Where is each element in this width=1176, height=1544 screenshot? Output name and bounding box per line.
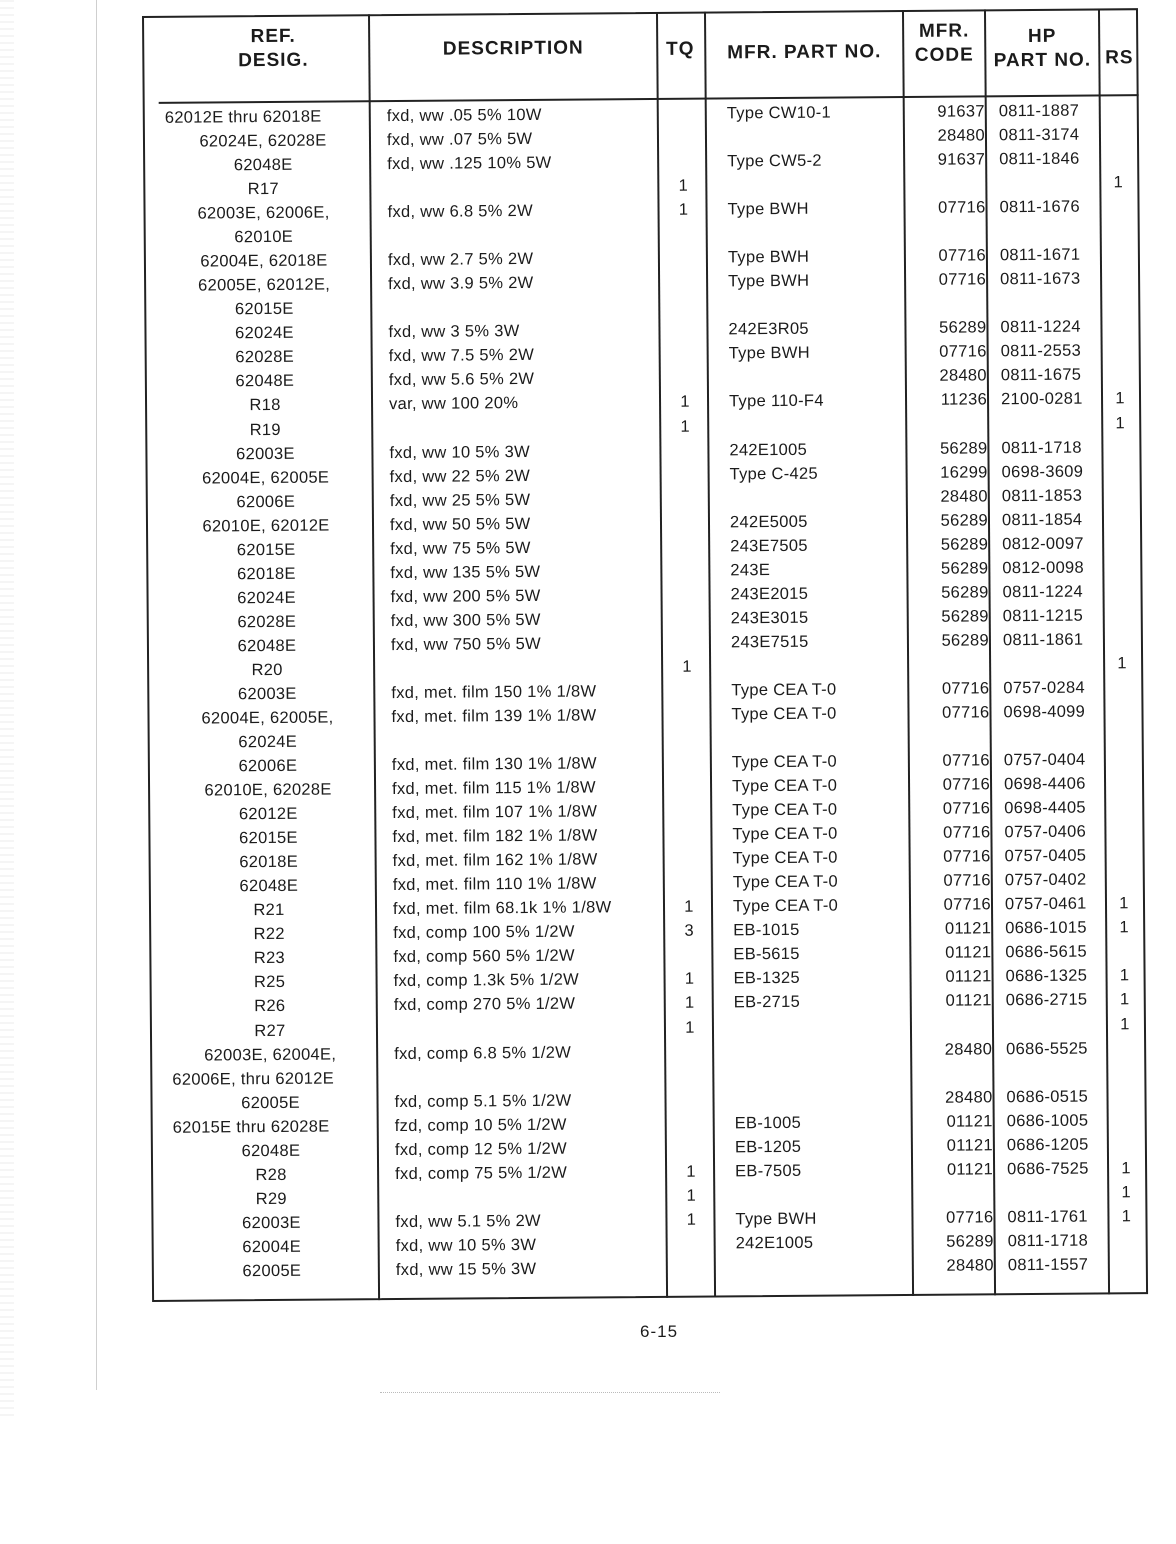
ref-desig-cell: 62005E (241, 1093, 300, 1112)
ref-desig-cell: 62003E (237, 684, 297, 704)
mfr-part-no-cell: Type CEA T-0 (732, 800, 838, 820)
ref-desig-cell: 62006E, thru 62012E (172, 1069, 335, 1089)
hp-part-no-cell: 0686-5615 (1005, 942, 1088, 962)
ref-desig-cell: 62003E, 62006E, (197, 203, 330, 223)
tq-cell: 1 (684, 970, 695, 989)
ref-desig-cell: 62003E, 62004E, (204, 1045, 337, 1065)
description-cell: fxd, ww 7.5 5% 2W (388, 346, 535, 366)
hp-part-no-cell: 0757-0402 (1004, 870, 1087, 890)
mfr-code-cell: 28480 (944, 1039, 993, 1059)
tq-cell: 1 (684, 994, 695, 1013)
header-mfr-part-no: MFR. PART NO. (727, 41, 882, 64)
rs-cell: 1 (1119, 894, 1129, 913)
description-cell: fxd, ww 750 5% 5W (390, 634, 542, 654)
description-cell: fxd, ww 75 5% 5W (390, 538, 531, 558)
hp-part-no-cell: 0811-3174 (998, 125, 1080, 145)
rs-cell: 1 (1119, 990, 1130, 1009)
mfr-part-no-cell: Type CEA T-0 (732, 848, 838, 868)
description-cell: fxd, comp 75 5% 1/2W (395, 1163, 568, 1183)
mfr-part-no-cell: EB-2715 (733, 993, 801, 1012)
scan-fold-line (96, 0, 97, 1390)
mfr-code-cell: 07716 (941, 679, 990, 698)
rs-cell: 1 (1115, 389, 1125, 408)
mfr-code-cell (897, 171, 985, 172)
mfr-part-no-cell: Type 110-F4 (728, 392, 824, 411)
description-cell: fxd, ww 25 5% 5W (389, 490, 531, 510)
description-cell: fxd, comp 560 5% 1/2W (393, 947, 575, 967)
description-cell: fxd, ww 22 5% 2W (389, 466, 531, 486)
ref-desig-cell: 62024E (235, 324, 294, 343)
ref-desig-cell: 62004E (242, 1237, 302, 1257)
mfr-code-cell (904, 1061, 992, 1062)
tq-cell: 1 (680, 417, 691, 436)
mfr-code-cell: 07716 (942, 823, 991, 842)
ref-desig-cell: 62015E thru 62028E (172, 1117, 330, 1137)
tq-cell: 1 (686, 1210, 697, 1229)
mfr-part-no-cell: EB-1005 (734, 1113, 802, 1133)
ref-desig-cell: R18 (249, 396, 281, 415)
ref-desig-cell: 62010E, 62012E (202, 516, 330, 536)
mfr-code-cell (898, 220, 986, 221)
mfr-code-cell: 07716 (942, 751, 990, 770)
ref-desig-cell: 62048E (237, 636, 297, 656)
mfr-part-no-cell: 242E1005 (729, 440, 808, 459)
mfr-code-cell: 56289 (941, 607, 989, 626)
mfr-code-cell (898, 292, 986, 293)
header-mfr-code-line2: CODE (914, 44, 974, 66)
description-cell: fxd, ww 5.1 5% 2W (395, 1211, 541, 1231)
mfr-code-cell: 07716 (946, 1208, 994, 1227)
page-number: 6-15 (640, 1322, 679, 1341)
hp-part-no-cell: 0757-0284 (1003, 678, 1085, 698)
hp-part-no-cell: 0686-2715 (1005, 991, 1088, 1010)
description-cell: fxd, ww 2.7 5% 2W (387, 250, 534, 270)
description-cell: fxd, comp 1.3k 5% 1/2W (393, 971, 580, 991)
ref-desig-cell: 62006E (236, 492, 296, 511)
tq-cell: 1 (680, 393, 690, 412)
ref-desig-cell: 62005E (242, 1261, 302, 1281)
mfr-part-no-cell: 243E7505 (730, 536, 808, 556)
hp-part-no-cell: 0811-1861 (1002, 630, 1084, 650)
mfr-code-cell: 07716 (942, 775, 991, 794)
description-cell: fxd, ww .05 5% 10W (386, 105, 542, 126)
description-cell: fxd, met. film 130 1% 1/8W (391, 754, 597, 775)
mfr-code-cell: 01121 (945, 967, 992, 987)
mfr-code-cell: 01121 (945, 943, 992, 963)
rs-cell: 1 (1121, 1207, 1132, 1226)
description-cell: fzd, comp 10 5% 1/2W (394, 1115, 567, 1135)
hp-part-no-cell: 0686-1015 (1005, 918, 1087, 938)
mfr-code-cell (902, 724, 990, 725)
mfr-code-cell: 11236 (940, 390, 988, 410)
description-cell: var, ww 100 20% (388, 394, 519, 414)
mfr-code-cell (905, 1181, 993, 1182)
mfr-part-no-cell: EB-1015 (733, 921, 800, 940)
mfr-code-cell: 56289 (941, 583, 989, 602)
ref-desig-cell: 62004E, 62005E, (201, 708, 334, 728)
mfr-part-no-cell: 242E1005 (735, 1233, 814, 1253)
tq-cell: 1 (684, 898, 694, 917)
ref-desig-cell: 62018E (236, 564, 296, 584)
hp-part-no-cell: 0757-0406 (1004, 822, 1087, 842)
description-cell: fxd, ww .125 10% 5W (387, 153, 552, 174)
ref-desig-cell: 62005E, 62012E, (198, 275, 331, 295)
hp-part-no-cell: 2100-0281 (1000, 390, 1083, 409)
tq-cell: 1 (678, 200, 689, 219)
hp-part-no-cell: 0811-1675 (1000, 366, 1082, 385)
mfr-part-no-cell: 243E3015 (730, 608, 809, 628)
ref-desig-cell: 62024E (237, 588, 296, 608)
ref-desig-cell: R22 (253, 925, 285, 944)
rs-cell: 1 (1120, 1014, 1130, 1033)
ref-desig-cell: 62003E (236, 444, 295, 463)
mfr-code-cell (899, 412, 987, 413)
mfr-code-cell: 56289 (941, 631, 989, 650)
description-cell: fxd, met. film 110 1% 1/8W (392, 874, 597, 895)
mfr-part-no-cell: Type CEA T-0 (732, 896, 839, 916)
description-cell: fxd, comp 12 5% 1/2W (394, 1139, 567, 1159)
mfr-code-cell: 07716 (943, 871, 991, 890)
rs-cell: 1 (1121, 1183, 1132, 1202)
hp-part-no-cell: 0811-1853 (1001, 486, 1083, 505)
ref-desig-cell: R19 (249, 420, 281, 439)
mfr-part-no-cell: Type CW10-1 (726, 103, 832, 123)
mfr-part-no-cell: Type CEA T-0 (731, 680, 837, 700)
hp-part-no-cell: 0812-0097 (1002, 534, 1084, 553)
mfr-code-cell (901, 652, 989, 653)
mfr-part-no-cell: 243E7515 (730, 632, 809, 652)
hp-part-no-cell: 0811-1224 (1002, 582, 1084, 602)
header-ref-line2: DESIG. (238, 49, 309, 72)
parts-list-table (142, 8, 1148, 1302)
hp-part-no-cell: 0811-1718 (1007, 1231, 1089, 1251)
mfr-code-cell: 28480 (939, 366, 987, 386)
mfr-part-no-cell: 243E2015 (730, 584, 809, 604)
mfr-part-no-cell: EB-1325 (733, 969, 800, 988)
description-cell: fxd, met. film 162 1% 1/8W (392, 850, 598, 871)
header-hp-part-no (986, 24, 1098, 73)
mfr-code-cell: 91637 (937, 102, 985, 121)
mfr-code-cell: 01121 (945, 991, 992, 1011)
hp-part-no-cell: 0698-4405 (1004, 798, 1086, 818)
mfr-part-no-cell: Type BWH (735, 1209, 817, 1229)
ref-desig-cell: 62015E (236, 540, 296, 559)
hp-part-no-cell: 0757-0405 (1004, 846, 1087, 866)
header-mfr-code (904, 19, 984, 68)
description-cell: fxd, met. film 139 1% 1/8W (391, 706, 597, 727)
tq-cell: 3 (684, 922, 695, 941)
rs-cell: 1 (1119, 918, 1129, 937)
description-cell: fxd, comp 6.8 5% 1/2W (394, 1043, 572, 1063)
ref-desig-cell: 62028E (235, 348, 295, 367)
header-hp-line1: HP (1027, 25, 1057, 48)
mfr-code-cell: 56289 (939, 318, 987, 338)
mfr-code-cell: 07716 (942, 703, 990, 722)
hp-part-no-cell: 0686-0515 (1006, 1087, 1089, 1106)
mfr-code-cell: 28480 (946, 1256, 994, 1275)
hp-part-no-cell: 0811-1761 (1007, 1207, 1088, 1227)
mfr-code-cell: 07716 (938, 198, 986, 217)
tq-cell: 1 (685, 1018, 695, 1037)
description-cell: fxd, ww 3.9 5% 2W (388, 274, 534, 294)
mfr-part-no-cell: 242E3R05 (728, 320, 809, 339)
mfr-code-cell: 56289 (939, 438, 988, 458)
rs-cell: 1 (1119, 966, 1130, 985)
mfr-code-cell: 56289 (940, 559, 989, 578)
ref-desig-cell: 62024E, 62028E (199, 131, 327, 151)
ref-desig-cell: 62012E (238, 804, 298, 824)
hp-part-no-cell: 0686-1005 (1006, 1111, 1089, 1130)
hp-part-no-cell: 0698-4406 (1003, 774, 1086, 794)
mfr-part-no-cell: EB-1205 (734, 1137, 802, 1157)
ref-desig-cell: R27 (254, 1021, 286, 1040)
mfr-code-cell: 07716 (939, 342, 987, 362)
description-cell: fxd, ww 6.8 5% 2W (387, 202, 534, 222)
mfr-code-cell: 01121 (946, 1160, 994, 1179)
header-ref-desig (178, 24, 368, 73)
mfr-part-no-cell: Type CEA T-0 (732, 872, 839, 892)
mfr-part-no-cell: Type BWH (728, 272, 810, 291)
mfr-code-cell: 07716 (938, 246, 986, 265)
mfr-code-cell: 01121 (946, 1136, 993, 1155)
mfr-code-cell: 07716 (943, 895, 992, 915)
scan-edge-noise (0, 0, 14, 1420)
hp-part-no-cell: 0698-3609 (1001, 462, 1084, 481)
hp-part-no-cell: 0811-1676 (999, 197, 1080, 217)
description-cell: fxd, met. film 150 1% 1/8W (391, 682, 597, 703)
hp-part-no-cell: 0686-7525 (1007, 1159, 1089, 1178)
description-cell: fxd, comp 100 5% 1/2W (393, 922, 575, 943)
rs-cell: 1 (1121, 1159, 1131, 1178)
ref-desig-cell: 62018E (239, 853, 299, 872)
hp-part-no-cell: 0811-1887 (998, 101, 1080, 121)
ref-desig-cell: 62006E (238, 756, 298, 776)
hp-part-no-cell: 0757-0461 (1004, 894, 1087, 914)
hp-part-no-cell: 0811-1846 (999, 149, 1080, 169)
header-description: DESCRIPTION (442, 37, 584, 60)
description-cell: fxd, comp 270 5% 1/2W (393, 995, 576, 1015)
mfr-part-no-cell: Type C-425 (729, 464, 818, 483)
mfr-code-cell: 16299 (940, 462, 988, 482)
mfr-part-no-cell: Type BWH (727, 199, 809, 219)
mfr-code-cell (904, 1013, 992, 1014)
ref-desig-cell: 62015E (239, 828, 298, 848)
mfr-part-no-cell: Type CW5-2 (727, 151, 822, 171)
mfr-part-no-cell: Type BWH (727, 248, 810, 267)
mfr-part-no-cell: EB-5615 (733, 945, 800, 964)
hp-part-no-cell: 0811-1673 (1000, 269, 1081, 289)
mfr-part-no-cell: 243E (730, 560, 771, 580)
hp-part-no-cell: 0686-5525 (1006, 1039, 1088, 1058)
mfr-part-no-cell: Type CEA T-0 (731, 776, 838, 796)
hp-part-no-cell: 0811-1671 (999, 245, 1081, 265)
tq-cell: 1 (686, 1186, 697, 1205)
description-cell: fxd, met. film 68.1k 1% 1/8W (392, 898, 612, 919)
hp-part-no-cell: 0811-1557 (1007, 1255, 1089, 1275)
hp-part-no-cell: 0811-2553 (1000, 342, 1082, 361)
mfr-code-cell: 56289 (940, 535, 989, 554)
ref-desig-cell: 62010E (234, 228, 294, 247)
description-cell: fxd, ww 10 5% 3W (395, 1235, 537, 1255)
mfr-code-cell: 56289 (940, 511, 989, 530)
mfr-code-cell: 01121 (946, 1112, 993, 1131)
mfr-code-cell: 28480 (940, 486, 988, 506)
ref-desig-cell: R23 (253, 949, 286, 968)
ref-desig-cell: 62048E (233, 155, 293, 175)
tq-cell: 1 (686, 1162, 696, 1181)
hp-part-no-cell: 0811-1215 (1002, 606, 1084, 626)
ref-desig-cell: 62048E (239, 877, 299, 896)
hp-part-no-cell: 0698-4099 (1003, 702, 1086, 722)
header-rs: RS (1105, 47, 1134, 69)
ref-desig-cell: 62004E, 62005E (201, 468, 330, 488)
header-tq: TQ (665, 38, 695, 60)
scan-noise (380, 1392, 720, 1394)
description-cell: fxd, ww 135 5% 5W (390, 562, 541, 582)
ref-desig-cell: 62048E (241, 1141, 301, 1160)
ref-desig-cell: R28 (255, 1165, 287, 1184)
ref-desig-cell: 62028E (237, 612, 297, 632)
ref-desig-cell: R25 (253, 973, 286, 992)
description-cell: fxd, met. film 115 1% 1/8W (392, 778, 596, 799)
ref-desig-cell: 62048E (235, 372, 295, 391)
hp-part-no-cell: 0686-1325 (1005, 967, 1088, 986)
ref-desig-cell: R17 (247, 180, 280, 199)
ref-desig-cell: R26 (254, 997, 286, 1016)
ref-desig-cell: R29 (255, 1189, 287, 1208)
ref-desig-cell: 62015E (234, 300, 294, 319)
hp-part-no-cell: 0812-0098 (1002, 558, 1085, 578)
hp-part-no-cell: 0811-1718 (1001, 438, 1082, 457)
ref-desig-cell: 62012E thru 62018E (164, 107, 322, 127)
description-cell: fxd, comp 5.1 5% 1/2W (394, 1091, 572, 1111)
mfr-part-no-cell: EB-7505 (735, 1161, 802, 1181)
mfr-code-cell: 28480 (937, 126, 986, 145)
tq-cell: 1 (682, 657, 692, 676)
tq-cell: 1 (678, 176, 689, 195)
mfr-code-cell: 28480 (945, 1087, 993, 1107)
rs-cell: 1 (1113, 173, 1124, 192)
description-cell: fxd, ww 10 5% 3W (389, 442, 531, 462)
mfr-code-cell: 91637 (937, 150, 986, 169)
description-cell: fxd, ww 200 5% 5W (390, 586, 541, 606)
rs-cell: 1 (1117, 654, 1127, 673)
mfr-part-no-cell: Type CEA T-0 (731, 704, 837, 724)
description-cell: fxd, ww 300 5% 5W (390, 610, 541, 630)
description-cell: fxd, ww 5.6 5% 2W (388, 370, 535, 390)
mfr-part-no-cell: 242E5005 (729, 512, 808, 532)
header-mfr-code-line1: MFR. (918, 20, 970, 42)
mfr-part-no-cell: Type CEA T-0 (731, 752, 838, 772)
ref-desig-cell: R21 (253, 901, 285, 920)
hp-part-no-cell: 0686-1205 (1006, 1135, 1089, 1154)
mfr-code-cell: 07716 (938, 270, 987, 290)
ref-desig-cell: R20 (251, 660, 283, 680)
ref-desig-cell: 62004E, 62018E (200, 251, 328, 271)
ref-desig-cell: 62003E (242, 1213, 301, 1233)
mfr-code-cell: 07716 (943, 847, 991, 866)
mfr-part-no-cell: Type BWH (728, 344, 811, 363)
mfr-part-no-cell: Type CEA T-0 (732, 824, 838, 844)
mfr-code-cell: 07716 (942, 799, 991, 818)
hp-part-no-cell: 0757-0404 (1003, 750, 1086, 770)
ref-desig-cell: 62010E, 62028E (204, 780, 332, 800)
description-cell: fxd, ww 15 5% 3W (395, 1259, 537, 1279)
hp-part-no-cell: 0811-1854 (1001, 510, 1083, 529)
ref-desig-cell: 62024E (238, 732, 298, 752)
rs-cell: 1 (1115, 413, 1126, 432)
header-ref-line1: REF. (250, 25, 296, 48)
description-cell: fxd, met. film 182 1% 1/8W (392, 826, 598, 847)
description-cell: fxd, ww 3 5% 3W (388, 322, 520, 342)
description-cell: fxd, met. film 107 1% 1/8W (392, 802, 598, 823)
description-cell: fxd, ww 50 5% 5W (389, 514, 531, 534)
hp-part-no-cell: 0811-1224 (1000, 317, 1081, 337)
mfr-code-cell: 56289 (946, 1232, 994, 1251)
header-hp-line2: PART NO. (993, 49, 1092, 72)
description-cell: fxd, ww .07 5% 5W (386, 129, 533, 150)
mfr-code-cell: 01121 (944, 919, 992, 939)
